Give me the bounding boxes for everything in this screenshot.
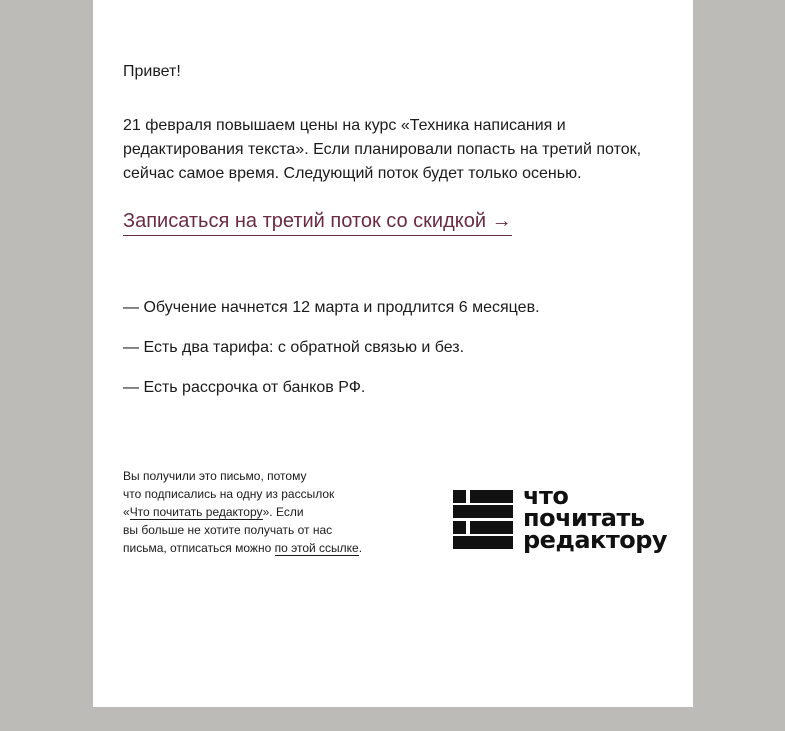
footer-line-5 [123, 539, 383, 557]
footer-line-4: вы больше не хотите получать от нас [123, 523, 333, 537]
logo-line-1: что [523, 482, 569, 510]
stacked-bars-logo-icon [453, 490, 513, 549]
fact-tariffs: — Есть два тарифа: с обратной связью и без. [123, 339, 465, 356]
footer-line-5-prefix: письма, отписаться можно [123, 541, 275, 555]
fact-start-date: — Обучение начнется 12 марта и продлится 6 месяцев. [123, 299, 540, 316]
footer-line-3 [123, 503, 383, 521]
brand-logo [453, 482, 687, 555]
unsubscribe-link[interactable]: по этой ссылке [274, 541, 359, 555]
footer-notice [123, 467, 383, 557]
logo-line-2: почитать [523, 504, 645, 532]
footer-quote-close: ». Если [262, 505, 304, 519]
logo-line-3: редактору [523, 526, 668, 554]
greeting-text: Привет! [123, 63, 181, 80]
footer-line-2: что подписались на одну из рассылок [123, 487, 335, 501]
logo-wordmark [523, 482, 668, 554]
newsletter-link[interactable]: Что почитать редактору [129, 505, 263, 519]
footer-line-5-suffix: . [358, 541, 363, 555]
intro-paragraph: 21 февраля повышаем цены на курс «Техника написания и редактирования текста». Если планировали попасть на третий поток, сейчас самое время. Следующий поток будет только осенью. [123, 117, 642, 182]
fact-installments: — Есть рассрочка от банков РФ. [123, 379, 366, 396]
email-page [93, 0, 693, 707]
footer-quote-open: « [123, 505, 130, 519]
footer-line-1: Вы получили это письмо, потому [123, 469, 307, 483]
enroll-third-stream-link[interactable]: Записаться на третий поток со скидкой → [123, 207, 512, 236]
